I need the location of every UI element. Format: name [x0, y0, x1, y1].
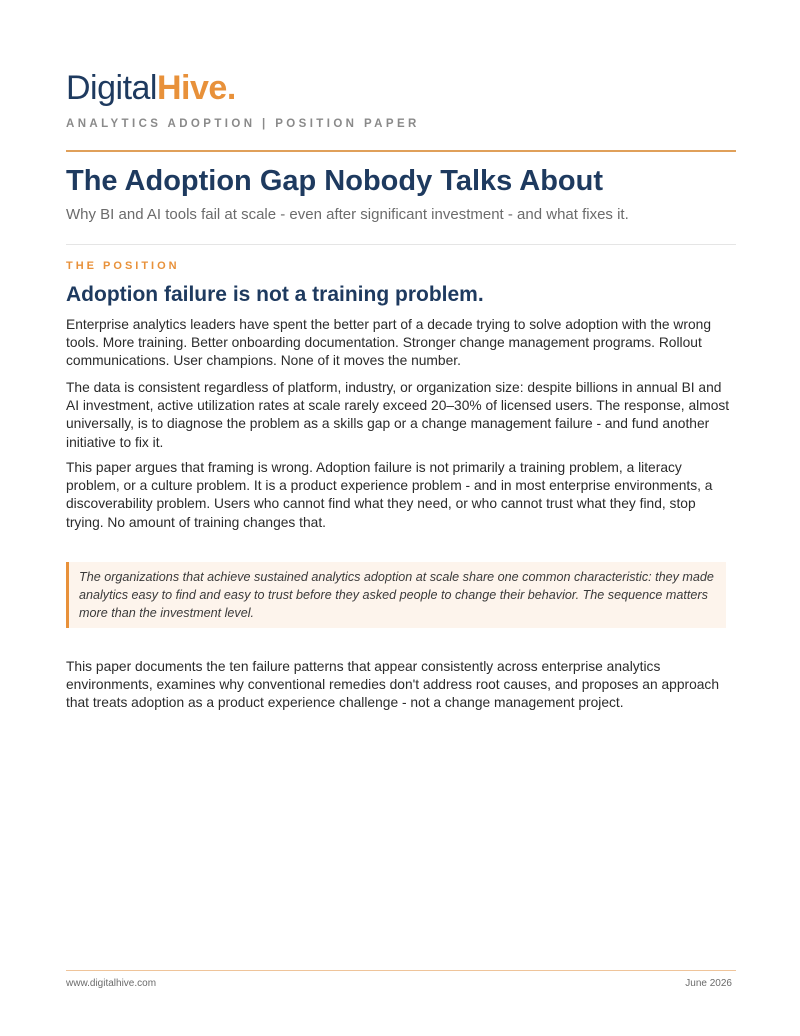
- brand-logo: [66, 66, 236, 110]
- section-heading: Adoption failure is not a training problem.: [66, 283, 484, 306]
- logo-text-hive: Hive: [156, 69, 227, 107]
- page-subtitle: Why BI and AI tools fail at scale - even after significant investment - and what fixes it.: [66, 206, 629, 223]
- footer-date: June 2026: [685, 978, 732, 989]
- pull-quote-text: The organizations that achieve sustained analytics adoption at scale share one common characteristic: they made analytics easy to find and easy to trust before they asked people to change their behavior. The sequence matters more than the investment level.: [79, 570, 714, 620]
- document-page: [66, 0, 736, 1036]
- logo-text-digital: Digital: [66, 69, 157, 107]
- footer-website-link[interactable]: www.digitalhive.com: [66, 978, 157, 989]
- pull-quote-callout: [66, 562, 726, 628]
- footer-divider: [66, 970, 736, 971]
- logo-dot: .: [226, 69, 236, 107]
- document-kicker: ANALYTICS ADOPTION | POSITION PAPER: [66, 118, 420, 130]
- body-paragraph: This paper argues that framing is wrong. Adoption failure is not primarily a training problem, a literacy problem, or a culture problem. It is a product experience problem - and in most enterprise environments, a discoverability problem. Users who cannot find what they need, or who cannot trust what they find, stop trying. No amount of training changes that.: [66, 460, 713, 530]
- header-divider: [66, 150, 736, 152]
- page-title: The Adoption Gap Nobody Talks About: [66, 165, 603, 197]
- section-divider: [66, 244, 736, 245]
- body-paragraph: Enterprise analytics leaders have spent the better part of a decade trying to solve adoption with the wrong tools. More training. Better onboarding documentation. Stronger change management programs. Rollout communications. User champions. None of it moves the number.: [66, 317, 712, 369]
- section-label: THE POSITION: [66, 260, 180, 272]
- closing-paragraph: This paper documents the ten failure patterns that appear consistently across enterprise analytics environments, examines why conventional remedies don't address root causes, and proposes an approach that treats adoption as a product experience challenge - not a change management project.: [66, 659, 720, 711]
- body-paragraph: The data is consistent regardless of platform, industry, or organization size: despite billions in annual BI and AI investment, active utilization rates at scale rarely exceed 20–30% of licensed users. The response, almost universally, is to diagnose the problem as a skills gap or a change management failure - and fund another initiative to fix it.: [66, 380, 730, 450]
